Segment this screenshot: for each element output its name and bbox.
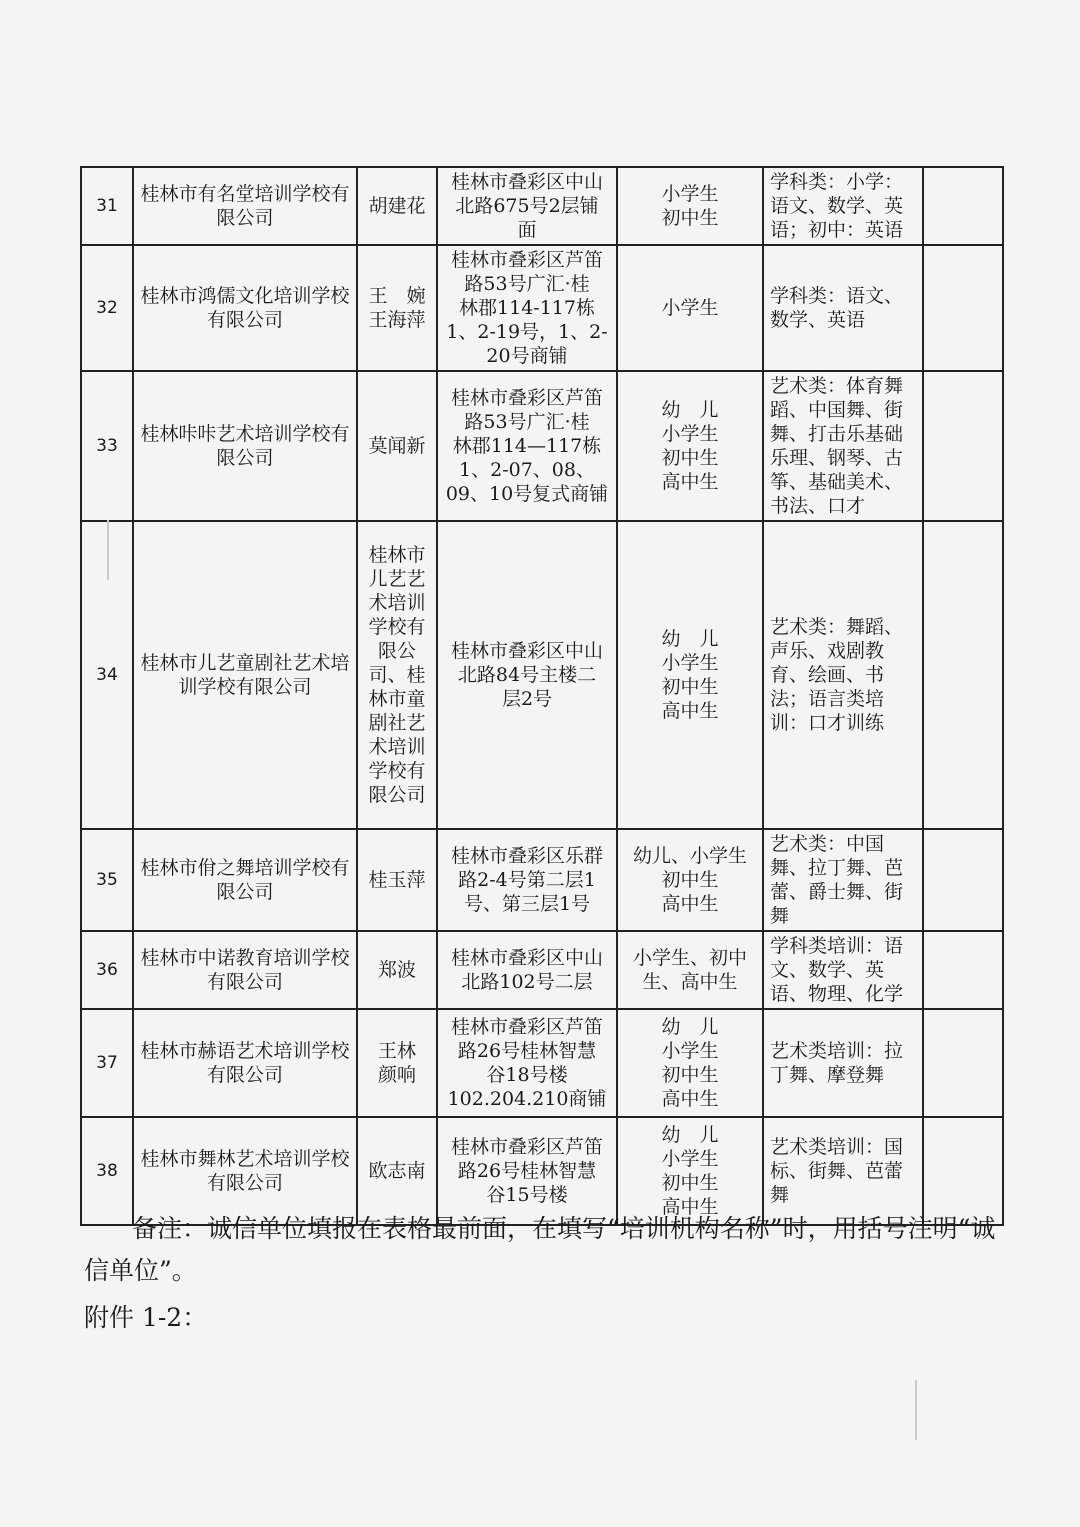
- address-cell: 桂林市叠彩区芦笛 路53号广汇·桂 林郡114—117栋 1、2-07、08、 09、10号复式商铺: [437, 371, 617, 521]
- scan-artifact-mark: [915, 1380, 917, 1440]
- row-number-cell: 35: [81, 829, 133, 931]
- remark-cell: [923, 1009, 1003, 1117]
- training-content-cell: 艺术类培训：拉 丁舞、摩登舞: [763, 1009, 923, 1117]
- institution-name-cell: 桂林市中诺教育培训学校 有限公司: [133, 931, 357, 1009]
- institution-name-cell: 桂林市儿艺童剧社艺术培 训学校有限公司: [133, 521, 357, 829]
- training-content-cell: 艺术类培训：国 标、街舞、芭蕾 舞: [763, 1117, 923, 1225]
- remark-cell: [923, 521, 1003, 829]
- remark-cell: [923, 371, 1003, 521]
- student-level-cell: 幼儿、小学生 初中生 高中生: [617, 829, 763, 931]
- row-number-cell: 36: [81, 931, 133, 1009]
- row-number-cell: 32: [81, 245, 133, 371]
- table-row: [81, 167, 1003, 245]
- table-row: [81, 1009, 1003, 1117]
- table-row: [81, 371, 1003, 521]
- row-number-cell: 34: [81, 521, 133, 829]
- address-cell: 桂林市叠彩区中山 北路102号二层: [437, 931, 617, 1009]
- table-row: [81, 829, 1003, 931]
- table-row: [81, 931, 1003, 1009]
- table-body: [81, 167, 1003, 1225]
- address-cell: 桂林市叠彩区芦笛 路26号桂林智慧 谷18号楼 102.204.210商铺: [437, 1009, 617, 1117]
- student-level-cell: 小学生、初中 生、高中生: [617, 931, 763, 1009]
- remark-cell: [923, 829, 1003, 931]
- training-content-cell: 艺术类：体育舞 蹈、中国舞、街 舞、打击乐基础 乐理、钢琴、古 筝、基础美术、 书法、口才: [763, 371, 923, 521]
- institution-name-cell: 桂林市赫语艺术培训学校 有限公司: [133, 1009, 357, 1117]
- institution-name-cell: 桂林市佾之舞培训学校有 限公司: [133, 829, 357, 931]
- student-level-cell: 小学生: [617, 245, 763, 371]
- student-level-cell: 幼 儿 小学生 初中生 高中生: [617, 1117, 763, 1225]
- legal-person-cell: 桂玉萍: [357, 829, 437, 931]
- row-number-cell: 38: [81, 1117, 133, 1225]
- address-cell: 桂林市叠彩区芦笛 路26号桂林智慧 谷15号楼: [437, 1117, 617, 1225]
- address-cell: 桂林市叠彩区中山 北路675号2层铺 面: [437, 167, 617, 245]
- training-content-cell: 艺术类：中国 舞、拉丁舞、芭 蕾、爵士舞、街 舞: [763, 829, 923, 931]
- annex-label: 附件 1-2：: [84, 1303, 208, 1332]
- legal-person-cell: 郑波: [357, 931, 437, 1009]
- student-level-cell: 小学生 初中生: [617, 167, 763, 245]
- training-content-cell: 学科类培训：语 文、数学、英 语、物理、化学: [763, 931, 923, 1009]
- institution-name-cell: 桂林咔咔艺术培训学校有 限公司: [133, 371, 357, 521]
- institution-name-cell: 桂林市舞林艺术培训学校 有限公司: [133, 1117, 357, 1225]
- student-level-cell: 幼 儿 小学生 初中生 高中生: [617, 521, 763, 829]
- training-content-cell: 学科类：语文、 数学、英语: [763, 245, 923, 371]
- address-cell: 桂林市叠彩区中山 北路84号主楼二 层2号: [437, 521, 617, 829]
- legal-person-cell: 桂林市 儿艺艺 术培训 学校有 限公 司、桂 林市童 剧社艺 术培训 学校有 限公司: [357, 521, 437, 829]
- row-number-cell: 31: [81, 167, 133, 245]
- footnote-remark: 备注：诚信单位填报在表格最前面，在填写“培训机构名称”时，用括号注明“诚信单位”。: [84, 1214, 996, 1285]
- legal-person-cell: 王林 颜响: [357, 1009, 437, 1117]
- table-row: [81, 245, 1003, 371]
- legal-person-cell: 王 婉 王海萍: [357, 245, 437, 371]
- remark-cell: [923, 245, 1003, 371]
- training-content-cell: 学科类：小学： 语文、数学、英 语；初中：英语: [763, 167, 923, 245]
- row-number-cell: 37: [81, 1009, 133, 1117]
- student-level-cell: 幼 儿 小学生 初中生 高中生: [617, 1009, 763, 1117]
- legal-person-cell: 胡建花: [357, 167, 437, 245]
- legal-person-cell: 欧志南: [357, 1117, 437, 1225]
- legal-person-cell: 莫闻新: [357, 371, 437, 521]
- address-cell: 桂林市叠彩区芦笛 路53号广汇·桂 林郡114-117栋 1、2-19号，1、2- 20号商铺: [437, 245, 617, 371]
- training-institution-table: [80, 166, 1004, 1226]
- scan-artifact-mark: [107, 520, 109, 580]
- address-cell: 桂林市叠彩区乐群 路2-4号第二层1 号、第三层1号: [437, 829, 617, 931]
- student-level-cell: 幼 儿 小学生 初中生 高中生: [617, 371, 763, 521]
- institution-name-cell: 桂林市有名堂培训学校有 限公司: [133, 167, 357, 245]
- row-number-cell: 33: [81, 371, 133, 521]
- training-content-cell: 艺术类：舞蹈、 声乐、戏剧教 育、绘画、书 法；语言类培 训：口才训练: [763, 521, 923, 829]
- institution-name-cell: 桂林市鸿儒文化培训学校 有限公司: [133, 245, 357, 371]
- table-row: [81, 521, 1003, 829]
- remark-cell: [923, 167, 1003, 245]
- remark-cell: [923, 931, 1003, 1009]
